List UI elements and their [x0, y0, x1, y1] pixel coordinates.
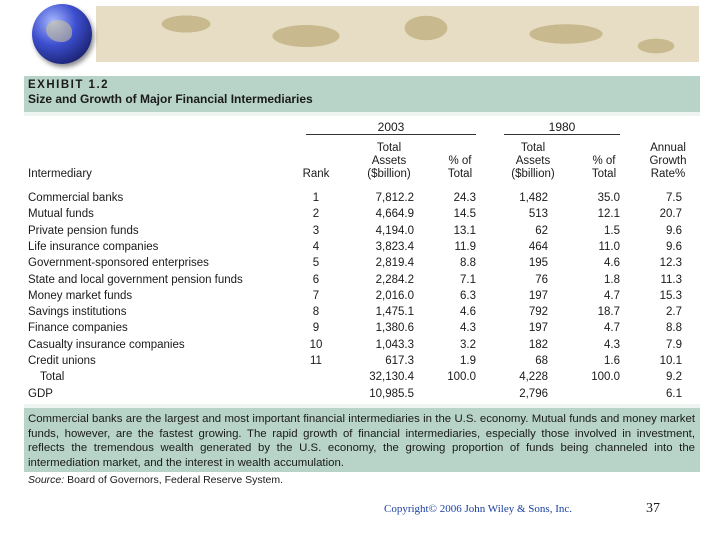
cell-a03: 1,043.3 [375, 338, 414, 351]
group-header-2003: 2003 [377, 120, 405, 134]
cell-p80: 35.0 [597, 192, 620, 204]
cell-name: Savings institutions [28, 306, 127, 319]
globe-icon [32, 4, 92, 64]
cell-a80: 1,482 [519, 192, 548, 204]
cell-p80: 4.7 [604, 289, 620, 302]
cell-g: 10.1 [659, 355, 682, 367]
cell-p80: 18.7 [597, 306, 620, 319]
cell-rank: 9 [312, 322, 320, 335]
cell-g: 9.6 [666, 240, 682, 253]
cell-a80: 464 [528, 240, 548, 253]
source-label: Source: [28, 474, 65, 486]
cell-g: 20.7 [659, 208, 682, 221]
cell-a80: 68 [535, 355, 548, 367]
cell-p03: 6.3 [460, 289, 476, 302]
cell-p03: 7.1 [460, 273, 476, 286]
cell-a03: 3,823.4 [375, 240, 414, 253]
cell-name: Commercial banks [28, 192, 124, 204]
exhibit-note [24, 408, 700, 472]
exhibit-title: Size and Growth of Major Financial Intermediaries [28, 92, 313, 106]
header-intermediary: Intermediary [28, 168, 92, 180]
cell-a80: 197 [528, 322, 548, 335]
cell-g: 7.5 [666, 192, 682, 204]
cell-p03: 3.2 [460, 338, 476, 351]
header-rank: Rank [302, 168, 330, 180]
cell-p80: 4.7 [604, 322, 620, 335]
cell-a80: 4,228 [519, 371, 548, 384]
cell-g: 7.9 [666, 338, 682, 351]
cell-rank: 1 [312, 192, 320, 204]
cell-a03: 4,194.0 [375, 224, 414, 237]
cell-p80: 100.0 [591, 371, 620, 384]
cell-name: Total [40, 371, 65, 384]
cell-a80: 182 [528, 338, 548, 351]
cell-p03: 1.9 [460, 355, 476, 367]
cell-name: Life insurance companies [28, 240, 159, 253]
copyright-text: Copyright© 2006 John Wiley & Sons, Inc. [384, 503, 572, 515]
cell-rank: 4 [312, 240, 320, 253]
cell-p80: 11.0 [598, 240, 620, 253]
cell-g: 6.1 [666, 387, 682, 400]
cell-p03: 13.1 [453, 224, 476, 237]
cell-a80: 513 [528, 208, 548, 221]
cell-rank: 2 [312, 208, 320, 221]
cell-rank: 8 [312, 306, 320, 319]
page-number: 37 [646, 501, 660, 516]
cell-name: Government-sponsored enterprises [28, 257, 209, 270]
header-total-assets-1980: Total Assets ($billion) [511, 142, 555, 180]
header-growth-rate: Annual Growth Rate% [649, 142, 687, 180]
cell-name: Mutual funds [28, 208, 94, 221]
exhibit-table [24, 116, 700, 404]
cell-name: GDP [28, 387, 53, 400]
cell-name: Casualty insurance companies [28, 338, 185, 351]
cell-a03: 2,016.0 [375, 289, 414, 302]
source-text: Board of Governors, Federal Reserve System. [67, 474, 284, 486]
header-pct-total-2003: % of Total [447, 155, 473, 180]
cell-a03: 2,284.2 [375, 273, 414, 286]
cell-a03: 1,475.1 [375, 306, 414, 319]
cell-rank: 3 [312, 224, 320, 237]
cell-p80: 4.6 [604, 257, 620, 270]
cell-a03: 32,130.4 [369, 371, 414, 384]
cell-g: 8.8 [666, 322, 682, 335]
cell-a03: 10,985.5 [369, 387, 414, 400]
source-line [28, 474, 283, 486]
cell-p03: 4.6 [460, 306, 476, 319]
cell-p03: 24.3 [453, 192, 476, 204]
cell-a80: 62 [535, 224, 548, 237]
header-pct-total-1980: % of Total [591, 155, 617, 180]
cell-a80: 2,796 [519, 387, 548, 400]
cell-p80: 1.5 [604, 224, 620, 237]
cell-a03: 7,812.2 [375, 192, 414, 204]
exhibit-label: EXHIBIT 1.2 [28, 79, 110, 91]
cell-rank: 11 [310, 355, 322, 367]
world-map-banner [96, 6, 699, 62]
cell-rank: 10 [309, 338, 323, 351]
cell-a80: 195 [528, 257, 548, 270]
cell-name: Money market funds [28, 289, 133, 302]
cell-g: 2.7 [666, 306, 682, 319]
cell-rank: 6 [312, 273, 320, 286]
exhibit-panel [24, 76, 700, 472]
cell-g: 11.3 [660, 273, 682, 286]
cell-name: Credit unions [28, 355, 96, 367]
cell-p80: 12.1 [597, 208, 620, 221]
cell-g: 9.2 [666, 371, 682, 384]
cell-p03: 11.9 [454, 240, 476, 253]
cell-p80: 4.3 [604, 338, 620, 351]
cell-name: Private pension funds [28, 224, 139, 237]
cell-a80: 76 [535, 273, 548, 286]
cell-g: 9.6 [666, 224, 682, 237]
cell-p03: 4.3 [460, 322, 476, 335]
cell-name: State and local government pension funds [28, 273, 243, 286]
cell-rank: 7 [312, 289, 320, 302]
cell-g: 15.3 [659, 289, 682, 302]
cell-a80: 197 [528, 289, 548, 302]
note-text: Commercial banks are the largest and most important financial intermediaries in the U.S. economy. Mutual funds and money market funds, however, are the fastest growing. The rapid growth of financial intermediaries, especially those involved in investment, reflects the tremendous wealth generated by the U.S. economy, the growing proportion of funds being channeled into the intermediation market, and the interest in wealth accumulation. [28, 413, 695, 469]
cell-p03: 100.0 [447, 371, 476, 384]
group-rule-2003 [306, 134, 476, 135]
cell-p80: 1.6 [604, 355, 620, 367]
cell-p80: 1.8 [604, 273, 620, 286]
cell-a03: 617.3 [385, 355, 414, 367]
group-rule-1980 [504, 134, 620, 135]
group-header-1980: 1980 [548, 120, 576, 134]
cell-a80: 792 [528, 306, 548, 319]
cell-p03: 14.5 [453, 208, 476, 221]
header-total-assets-2003: Total Assets ($billion) [367, 142, 411, 180]
cell-a03: 4,664.9 [375, 208, 414, 221]
cell-name: Finance companies [28, 322, 128, 335]
cell-a03: 1,380.6 [375, 322, 414, 335]
cell-g: 12.3 [659, 257, 682, 270]
cell-rank: 5 [312, 257, 320, 270]
exhibit-header [24, 76, 700, 112]
cell-a03: 2,819.4 [375, 257, 414, 270]
cell-p03: 8.8 [460, 257, 476, 270]
